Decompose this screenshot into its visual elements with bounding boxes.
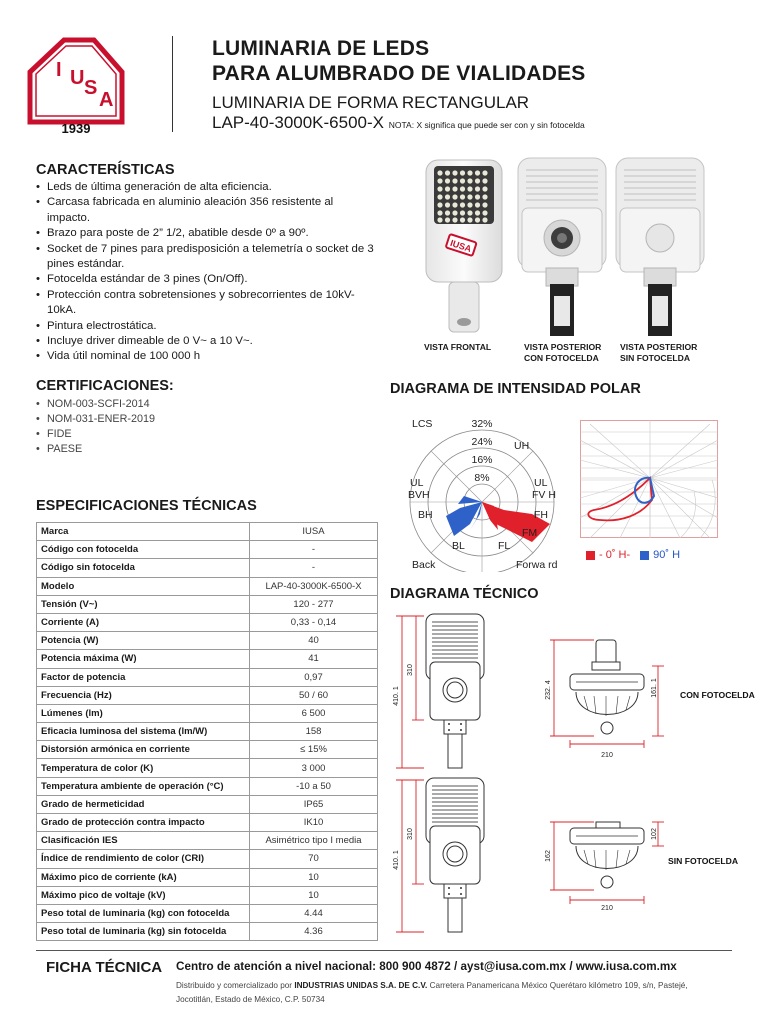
spec-row (37, 523, 378, 541)
front-view-photo (416, 156, 512, 338)
photo-brand-badge: IUSA (449, 237, 473, 255)
dim-with-height: 232. 4 (545, 680, 552, 700)
spec-row (37, 541, 378, 559)
logo-letter-u: U (70, 67, 85, 89)
features-list (36, 180, 374, 365)
spec-value: -10 a 50 (250, 777, 378, 795)
spec-key: Tensión (V~) (37, 595, 250, 613)
spec-value: - (250, 559, 378, 577)
spec-row (37, 795, 378, 813)
page-title (212, 36, 586, 86)
logo-year: 1939 (61, 121, 91, 134)
label-uh: UH (514, 440, 530, 452)
spec-key: Temperatura ambiente de operación (°C) (37, 777, 250, 795)
spec-row (37, 632, 378, 650)
title-line-1: LUMINARIA DE LEDS (212, 37, 430, 60)
spec-key: Potencia máxima (W) (37, 650, 250, 668)
title-line-2: PARA ALUMBRADO DE VIALIDADES (212, 62, 586, 85)
spec-key: Índice de rendimiento de color (CRI) (37, 850, 250, 868)
spec-row (37, 759, 378, 777)
certification-item: • FIDE (36, 427, 336, 442)
spec-row (37, 650, 378, 668)
footer-contact: Centro de atención a nivel nacional: 800 900 4872 / ayst@iusa.com.mx / www.iusa.com.mx (176, 960, 677, 973)
legend-swatch-0deg (586, 551, 595, 560)
spec-key: Potencia (W) (37, 632, 250, 650)
logo-letter-i: I (56, 59, 62, 81)
spec-key: Factor de potencia (37, 668, 250, 686)
spec-value: 6 500 (250, 704, 378, 722)
spec-value: 120 - 277 (250, 595, 378, 613)
spec-value: 4.44 (250, 904, 378, 922)
label-bvh: BVH (408, 489, 430, 501)
logo-letter-s: S (84, 77, 98, 99)
feature-item: • Socket de 7 pines para predisposición a telemetría o socket de 3 pines estándar. (36, 242, 374, 273)
spec-row (37, 814, 378, 832)
spec-value: 41 (250, 650, 378, 668)
rear-view-without-photocell-photo (614, 156, 706, 338)
caption-front-view: VISTA FRONTAL (424, 342, 492, 352)
spec-key: Frecuencia (Hz) (37, 686, 250, 704)
dim-without-sub: 102 (651, 828, 658, 840)
spec-row (37, 686, 378, 704)
spec-value: 10 (250, 868, 378, 886)
dim-with-width: 210 (601, 752, 613, 759)
certifications-title: CERTIFICACIONES: (36, 378, 174, 394)
spec-value: 0,33 - 0,14 (250, 613, 378, 631)
caption-rear-without-line-2: SIN FOTOCELDA (620, 353, 691, 363)
feature-item: • Vida útil nominal de 100 000 h (36, 349, 374, 364)
label-fh: FH (534, 509, 548, 521)
dim-without-width: 210 (601, 905, 613, 912)
spec-value: 158 (250, 723, 378, 741)
spec-value: 50 / 60 (250, 686, 378, 704)
spec-value: 10 (250, 886, 378, 904)
spec-key: Corriente (A) (37, 613, 250, 631)
spec-row (37, 923, 378, 941)
spec-row (37, 668, 378, 686)
model-code: LAP-40-3000K-6500-X (212, 113, 385, 132)
certification-item: • NOM-003-SCFI-2014 (36, 397, 336, 412)
iusa-logo (22, 34, 132, 134)
side-view-without-photocell (570, 822, 644, 888)
dim-body-height-top: 310 (407, 664, 414, 676)
spec-value: 3 000 (250, 759, 378, 777)
label-without-photocell: SIN FOTOCELDA (668, 856, 739, 866)
distrib-prefix: Distribuido y comercializado por (176, 981, 293, 990)
certification-item: • NOM-031-ENER-2019 (36, 412, 336, 427)
isolux-grid-chart (580, 420, 718, 538)
ring-label-8: 8% (474, 472, 490, 484)
footer-divider (36, 950, 732, 951)
spec-value: LAP-40-3000K-6500-X (250, 577, 378, 595)
label-ul-right: UL (534, 477, 548, 489)
polar-title: DIAGRAMA DE INTENSIDAD POLAR (390, 381, 641, 397)
label-back: Back (412, 559, 436, 571)
spec-row (37, 850, 378, 868)
specs-title: ESPECIFICACIONES TÉCNICAS (36, 498, 257, 514)
feature-item: • Protección contra sobretensiones y sobrecorrientes de 10kV-10kA. (36, 288, 374, 319)
feature-item: • Leds de última generación de alta eficiencia. (36, 180, 374, 195)
spec-key: Temperatura de color (K) (37, 759, 250, 777)
spec-row (37, 723, 378, 741)
spec-value: 70 (250, 850, 378, 868)
model-line (212, 113, 585, 135)
spec-key: Modelo (37, 577, 250, 595)
spec-value: IP65 (250, 795, 378, 813)
label-fl: FL (498, 540, 511, 552)
header-divider (172, 36, 173, 132)
label-bl: BL (452, 540, 465, 552)
feature-item: • Fotocelda estándar de 3 pines (On/Off). (36, 272, 374, 287)
spec-key: Eficacia luminosa del sistema (lm/W) (37, 723, 250, 741)
legend-label-90deg: 90˚ H (653, 549, 681, 561)
model-note: NOTA: X significa que puede ser con y sin fotocelda (388, 120, 585, 130)
dim-overall-height-top: 410. 1 (393, 686, 400, 706)
spec-row (37, 886, 378, 904)
legend-label-0deg: - 0˚ H- (599, 549, 631, 561)
label-fvh: FV H (532, 489, 556, 501)
feature-item: • Brazo para poste de 2” 1/2, abatible desde 0º a 90º. (36, 226, 374, 241)
feature-item: • Carcasa fabricada en aluminio aleación 356 resistente al impacto. (36, 195, 374, 226)
spec-key: Lúmenes (lm) (37, 704, 250, 722)
label-with-photocell: CON FOTOCELDA (680, 690, 755, 700)
spec-row (37, 704, 378, 722)
technical-drawing (380, 604, 758, 944)
caption-rear-without-line-1: VISTA POSTERIOR (620, 342, 698, 352)
caption-rear-with (524, 342, 601, 364)
technical-title: DIAGRAMA TÉCNICO (390, 586, 539, 602)
spec-key: Código sin fotocelda (37, 559, 250, 577)
spec-row (37, 832, 378, 850)
distrib-address: Carretera Panamericana México Querétaro kilómetro 109, s/n, Pastejé, Jocotitlán, Estado de México, C.P. 50734 (176, 981, 688, 1004)
spec-row (37, 613, 378, 631)
dim-overall-height-bottom: 410. 1 (393, 850, 400, 870)
label-bh: BH (418, 509, 433, 521)
label-forward: Forwa rd (516, 559, 558, 571)
spec-key: Grado de hermeticidad (37, 795, 250, 813)
spec-key: Peso total de luminaria (kg) sin fotocelda (37, 923, 250, 941)
features-title: CARACTERÍSTICAS (36, 162, 175, 178)
spec-value: 4.36 (250, 923, 378, 941)
spec-key: Grado de protección contra impacto (37, 814, 250, 832)
spec-key: Clasificación IES (37, 832, 250, 850)
spec-key: Peso total de luminaria (kg) con fotocelda (37, 904, 250, 922)
spec-key: Código con fotocelda (37, 541, 250, 559)
spec-key: Distorsión armónica en corriente (37, 741, 250, 759)
dim-body-height-bottom: 310 (407, 828, 414, 840)
spec-row (37, 559, 378, 577)
caption-rear-with-line-1: VISTA POSTERIOR (524, 342, 602, 352)
side-view-with-photocell (570, 640, 644, 734)
spec-row (37, 777, 378, 795)
spec-key: Máximo pico de corriente (kA) (37, 868, 250, 886)
certification-item: • PAESE (36, 442, 336, 457)
spec-row (37, 595, 378, 613)
ring-label-32: 32% (471, 418, 493, 430)
feature-item: • Incluye driver dimeable de 0 V~ a 10 V~. (36, 334, 374, 349)
ring-label-16: 16% (471, 454, 493, 466)
logo-letter-a: A (99, 89, 114, 111)
spec-row (37, 741, 378, 759)
spec-row (37, 577, 378, 595)
polar-intensity-chart (404, 412, 574, 572)
spec-row (37, 904, 378, 922)
spec-value: IUSA (250, 523, 378, 541)
ring-label-24: 24% (471, 436, 493, 448)
footer-ficha-title: FICHA TÉCNICA (46, 959, 163, 976)
spec-key: Máximo pico de voltaje (kV) (37, 886, 250, 904)
dim-with-sub: 161. 1 (651, 678, 658, 698)
spec-value: Asimétrico tipo I media (250, 832, 378, 850)
spec-value: ≤ 15% (250, 741, 378, 759)
distrib-company: INDUSTRIAS UNIDAS S.A. DE C.V. (294, 981, 428, 990)
footer-distribution (176, 979, 716, 1007)
dim-without-height: 162 (545, 850, 552, 862)
label-lcs: LCS (412, 418, 433, 430)
spec-value: IK10 (250, 814, 378, 832)
spec-value: 40 (250, 632, 378, 650)
polar-legend (586, 549, 680, 561)
feature-item: • Pintura electrostática. (36, 319, 374, 334)
rear-view-with-photocell-photo (516, 156, 608, 338)
spec-value: - (250, 541, 378, 559)
certifications-list (36, 397, 336, 457)
page-subtitle: LUMINARIA DE FORMA RECTANGULAR (212, 93, 530, 112)
spec-value: 0,97 (250, 668, 378, 686)
spec-row (37, 868, 378, 886)
caption-rear-with-line-2: CON FOTOCELDA (524, 353, 599, 363)
label-ul-left: UL (410, 477, 424, 489)
spec-key: Marca (37, 523, 250, 541)
label-fm: FM (522, 527, 538, 539)
legend-swatch-90deg (640, 551, 649, 560)
specs-table (36, 522, 378, 941)
caption-rear-without (620, 342, 697, 364)
